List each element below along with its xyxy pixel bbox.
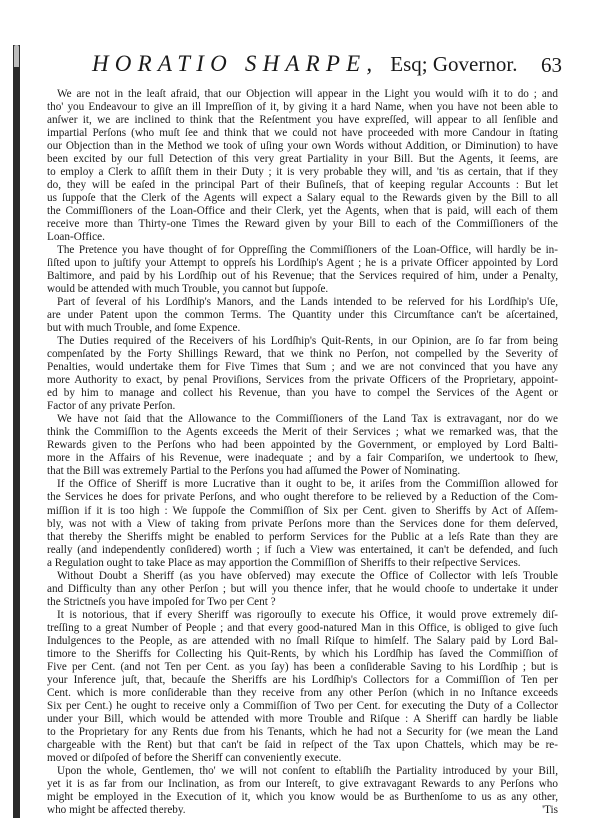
- page-header: [92, 51, 562, 81]
- text-line: think the Commiſſion to the Agents exceeds the Merit of their Services ; what we remarked was, that the: [47, 426, 558, 439]
- paragraph: [47, 88, 558, 244]
- text-line: to the Proprietary for any Rents due from his Tenants, which he had not a Security for (we mean the Land: [47, 725, 558, 738]
- text-line: Indulgences to the People, as are attended with no ſmall Riſque to himſelf. The Salary paid by Lord Bal-: [47, 634, 558, 647]
- text-line: We are not in the leaſt afraid, that our Objection will appear in the Light you would wiſh it to do ; and: [57, 88, 558, 100]
- text-line: the Strictneſs you have impoſed for Two per Cent ?: [47, 595, 276, 608]
- text-line: Without Doubt a Sheriff (as you have obſerved) may execute the Office of Collector with leſs Trouble: [57, 569, 558, 582]
- text-line: us ſuppoſe that the Clerk of the Agents will expect a Salary equal to the Rewards given by the Bill to all: [47, 192, 558, 205]
- text-line: do, they will be eaſed in the principal Part of their Buſineſs, that of keeping regular Accounts : But let: [47, 179, 558, 192]
- text-line: Six per Cent.) he ought to receive only a Commiſſion of Two per Cent. for executing the Duty of a Collector: [47, 699, 558, 712]
- text-line: the Commiſſioners of the Loan-Office and their Clerk, yet the Agents, when that is paid, will each of them: [47, 205, 558, 218]
- text-line: treſſing to a great Number of People ; and that every good-natured Man in this Office, is obliged to give ſuch: [47, 621, 558, 634]
- paragraph: [47, 413, 558, 478]
- text-line: Factor of any private Perſon.: [47, 400, 176, 413]
- text-line: Loan-Office.: [47, 231, 105, 244]
- text-line: If the Office of Sheriff is more Lucrative than it ought to be, it ariſes from the Commiſſion allowed for: [57, 478, 558, 491]
- paragraph: [47, 478, 558, 569]
- text-line: more Authority to exact, by penal Proviſions, Services from the private Officers of the Proprietary, appoint-: [47, 374, 558, 387]
- running-title: [92, 51, 517, 77]
- text-line: tho' you Endeavour to give an ill Impreſſion of it, by giving it a hard Name, when you have not been able to: [47, 101, 558, 114]
- text-line: the Services he does for private Perſons, and who ought therefore to be relieved by a Reduction of the Com-: [47, 491, 558, 504]
- page-body: [47, 88, 558, 817]
- text-line: chargeable with the Rent) but that can't be ſaid in reſpect of the Tax upon Chattels, which may be re-: [47, 738, 558, 751]
- text-line: The Duties required of the Receivers of his Lordſhip's Quit-Rents, in our Opinion, are ſo far from being: [57, 335, 558, 348]
- text-line: Five per Cent. (and not Ten per Cent. as you ſay) has been a conſiderable Saving to his Lordſhip ; but is: [47, 660, 558, 673]
- text-line: Part of ſeveral of his Lordſhip's Manors, and the Lands intended to be reſerved for his Lordſhip's Uſe,: [57, 296, 558, 309]
- text-line: The Pretence you have thought of for Oppreſſing the Commiſſioners of the Loan-Office, will hardly be in-: [57, 244, 558, 257]
- running-title-office: Esq; Governor.: [390, 52, 518, 76]
- text-line: compenſated by the Forty Shillings Reward, that we think no Perſon, not compelled by the Severity of: [47, 348, 558, 361]
- text-line: to employ a Clerk to aſſiſt them in their Duty ; it is very probable they will, and 'tis as certain, that if they: [47, 166, 558, 179]
- text-line: Rewards given to the Perſons who had been appointed by the Government, or employed by Lord Balti-: [47, 439, 558, 452]
- text-line: a Regulation ought to take Place as may apportion the Commiſſion of Sheriffs to their reſpective Services.: [47, 556, 521, 569]
- text-line: might be employed in the Execution of it, which you know would be as Burthenſome to us as any other,: [47, 790, 558, 803]
- text-line: We have not ſaid that the Allowance to the Commiſſioners of the Land Tax is extravagant, nor do we: [57, 413, 558, 426]
- text-line: and Difficulty than any other Perſon ; but will you thence infer, that he would chooſe to undertake it under: [47, 582, 558, 595]
- text-line: timore to the Sheriffs for Collecting his Quit-Rents, by which his Lordſhip has ſaved the Commiſſion of: [47, 647, 558, 660]
- text-line: Baltimore, and paid by his Lordſhip out of his Revenue; that the Services required of him, under a Penalty,: [47, 270, 558, 283]
- text-line: that the Bill was extremely Partial to the Perſons you had aſſumed the Power of Nominating.: [47, 465, 461, 478]
- text-line: are under Patent upon the common Terms. The Quantity under this Circumſtance can't be aſcertained,: [47, 309, 558, 322]
- text-line: It is notorious, that if every Sheriff was rigorouſly to execute his Office, it would prove extremely diſ-: [57, 608, 558, 621]
- text-line: ed by him to manage and collect his Revenue, than you have to compel the Services of the Agent or: [47, 387, 558, 400]
- text-line: impartial Perſons (who muſt ſee and think that we could not have proceeded with more Candour in ſtating: [47, 127, 558, 140]
- paragraph: [47, 609, 558, 765]
- text-line: your Inference juſt, that, becauſe the Sheriffs are his Lordſhip's Collectors for a Commiſſion of Ten per: [47, 673, 558, 686]
- text-line: really (and independently conſidered) worth ; if ſuch a View was entertained, it can't be defended, and ſuch: [47, 543, 558, 556]
- text-line: that thereby the Sheriffs might be enabled to perform Services for the Public at a leſs Rate than they are: [47, 530, 558, 543]
- text-line: under your Bill, which would be attended with more Trouble and Riſque : A Sheriff can hardly be liable: [47, 712, 558, 725]
- catchword: 'Tis: [542, 803, 558, 816]
- text-line: bly, was not with a View of taking from private Perſons more than the Services done for them deſerved,: [47, 517, 558, 530]
- spine-highlight: [14, 45, 19, 67]
- text-line: been excited by our full Detection of this very great Partiality in your Bill. But the Agents, it ſeems, are: [47, 153, 558, 166]
- text-line: Upon the whole, Gentlemen, tho' we will not conſent to eſtabliſh the Partiality introduced by your Bill,: [57, 764, 558, 777]
- text-line: our Objection than in the Method we took of uſing your own Words without Addition, or Diminution) to have: [47, 140, 558, 153]
- page-number: 63: [541, 53, 562, 77]
- paragraph: [47, 244, 558, 296]
- paragraph: [47, 335, 558, 413]
- text-line: Penalties, would undertake them for Five Times that Sum ; and we are not convinced that you have any: [47, 361, 558, 374]
- text-line: ſiſted upon to juſtify your Attempt to oppreſs his Lordſhip's Agent ; he is a private Officer appointed by Lord: [47, 257, 558, 270]
- paragraph: [47, 570, 558, 609]
- running-title-name: HORATIO SHARPE,: [92, 51, 379, 76]
- text-line: moved or diſpoſed of before the Sheriff can conveniently execute.: [47, 751, 342, 764]
- text-line: who might be affected thereby.: [47, 803, 186, 816]
- text-line: miſſion if it is too high : We ſuppoſe the Commiſſion of Six per Cent. given to Sheriffs by Act of Aſſem-: [47, 504, 558, 517]
- text-line: Cent. which is more conſiderable than they receive from any other Perſon (which in no Inſtance exceeds: [47, 686, 558, 699]
- text-line: yet it is as far from our Inclination, as from our Intereſt, to give extravagant Rewards to any Perſons who: [47, 777, 558, 790]
- text-line: but with much Trouble, and ſome Expence.: [47, 322, 241, 335]
- paragraph: [47, 296, 558, 335]
- text-line: would be attended with much Trouble, you cannot but ſuppoſe.: [47, 283, 329, 296]
- text-line: anſwer it, we are inclined to think that the Reſentment you have expreſſed, will appear to all ſenſible and: [47, 114, 558, 127]
- text-line: more in the Affairs of his Revenue, were inadequate ; and by a fair Compariſon, we undertook to ſhew,: [47, 452, 558, 465]
- book-spine-shadow: [13, 45, 20, 818]
- text-line: receive more than Thirty-one Times the Reward given by your Bill to each of the Commiſſioners of the: [47, 218, 558, 231]
